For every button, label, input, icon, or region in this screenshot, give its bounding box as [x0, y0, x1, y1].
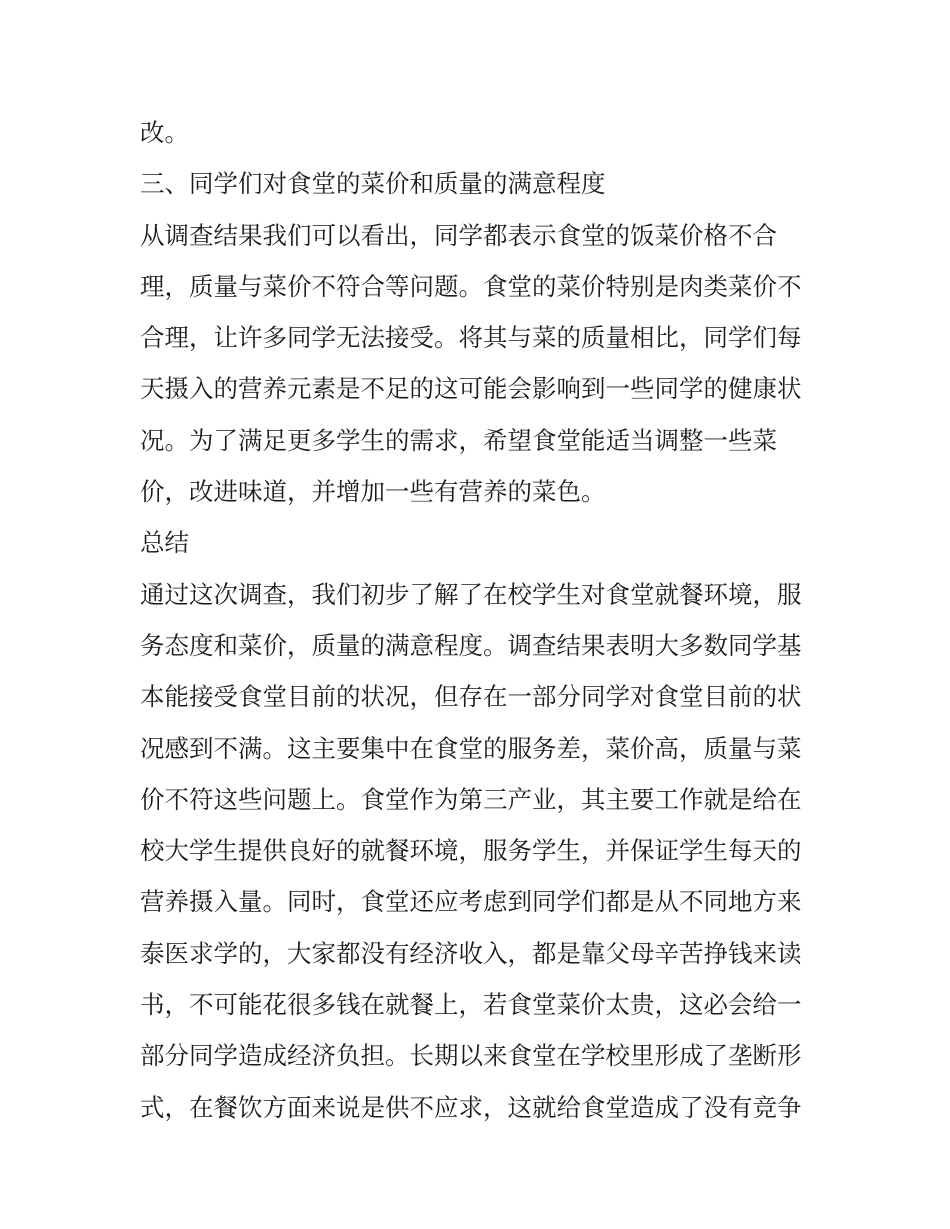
text-line: 况。为了满足更多学生的需求，希望食堂能适当调整一些菜	[140, 425, 777, 455]
text-line: 本能接受食堂目前的状况，但存在一部分同学对食堂目前的状	[140, 682, 802, 712]
text-line: 式，在餐饮方面来说是供不应求，这就给食堂造成了没有竞争	[140, 1092, 802, 1122]
text-line: 况感到不满。这主要集中在食堂的服务差，菜价高，质量与菜	[140, 733, 802, 763]
text-line: 部分同学造成经济负担。长期以来食堂在学校里形成了垄断形	[140, 1041, 802, 1071]
text-line: 理，质量与菜价不符合等问题。食堂的菜价特别是肉类菜价不	[140, 271, 802, 301]
body-text	[140, 107, 820, 1133]
text-line: 通过这次调查，我们初步了解了在校学生对食堂就餐环境，服	[140, 579, 802, 609]
text-line: 书，不可能花很多钱在就餐上，若食堂菜价太贵，这必会给一	[140, 990, 802, 1020]
section-heading: 总结	[140, 528, 189, 558]
text-line: 从调查结果我们可以看出，同学都表示食堂的饭菜价格不合	[140, 220, 777, 250]
text-line: 务态度和菜价，质量的满意程度。调查结果表明大多数同学基	[140, 630, 802, 660]
text-line: 天摄入的营养元素是不足的这可能会影响到一些同学的健康状	[140, 374, 802, 404]
text-line: 改。	[140, 118, 189, 147]
text-line: 营养摄入量。同时，食堂还应考虑到同学们都是从不同地方来	[140, 887, 802, 917]
text-line: 价不符这些问题上。食堂作为第三产业，其主要工作就是给在	[140, 784, 802, 814]
text-line: 合理，让许多同学无法接受。将其与菜的质量相比，同学们每	[140, 323, 802, 353]
text-line: 校大学生提供良好的就餐环境，服务学生，并保证学生每天的	[140, 836, 802, 866]
section-heading: 三、同学们对食堂的菜价和质量的满意程度	[140, 169, 606, 199]
text-line: 价，改进味道，并增加一些有营养的菜色。	[140, 477, 606, 507]
text-line: 泰医求学的，大家都没有经济收入，都是靠父母辛苦挣钱来读	[140, 938, 802, 968]
